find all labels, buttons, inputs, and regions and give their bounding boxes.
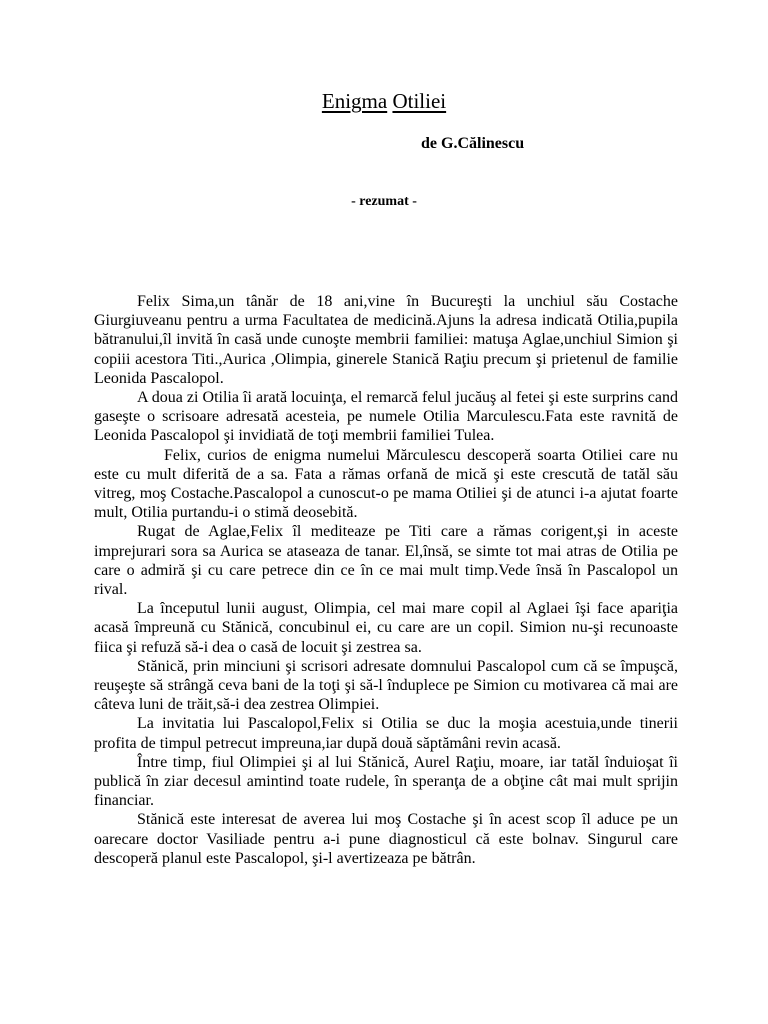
paragraph: La începutul lunii august, Olimpia, cel mai mare copil al Aglaei îşi face apariţia acasă împreună cu Stănică, concubinul ei, cu care are un copil. Simion nu-şi recunoaste fiica şi refuză să-i dea o casă de locuit şi zestrea sa. bbox=[94, 600, 678, 656]
summary-body bbox=[94, 292, 678, 868]
document-title bbox=[0, 88, 768, 114]
title-word-otiliei: Otiliei bbox=[392, 89, 447, 113]
title-word-enigma: Enigma bbox=[321, 89, 388, 113]
paragraph: La invitatia lui Pascalopol,Felix si Otilia se duc la moşia acestuia,unde tinerii profita de timpul petrecut impreuna,iar după două săptămâni revin acasă. bbox=[94, 715, 678, 752]
document-subtitle: - rezumat - bbox=[351, 194, 417, 209]
paragraph: Stănică, prin minciuni şi scrisori adresate domnului Pascalopol cum că se împuşcă, reuşeşte să strângă ceva bani de la toţi şi să-l înduplece pe Simion cu motivarea că mai are câteva luni de trăit,să-i dea zestrea Olimpiei. bbox=[94, 657, 678, 714]
document-author: de G.Călinescu bbox=[421, 135, 525, 152]
paragraph: Felix Sima,un tânăr de 18 ani,vine în Bucureşti la unchiul său Costache Giurgiuveanu pentru a urma Facultatea de medicină.Ajuns la adresa indicată Otilia,pupila bătranului,îl invită în casă unde cunoşte membrii familiei: matuşa Aglae,unchiul Simion şi copiii acestora Titi.,Aurica ,Olimpia, ginerele Stanică Raţiu precum şi prietenul de familie Leonida Pascalopol. bbox=[94, 293, 678, 387]
paragraph: A doua zi Otilia îi arată locuinţa, el remarcă felul jucăuş al fetei şi este surprins cand gaseşte o scrisoare adresată acesteia, pe numele Otilia Marculescu.Fata este ravnită de Leonida Pascalopol şi invidiată de toţi membrii familiei Tulea. bbox=[94, 389, 678, 445]
paragraph: Rugat de Aglae,Felix îl mediteaze pe Titi care a rămas corigent,şi in aceste imprejurari sora sa Aurica se ataseaza de tanar. El,însă, se simte tot mai atras de Otilia pe care o admiră şi cu care petrece din ce în ce mai mult timp.Vede însă în Pascalopol un rival. bbox=[94, 523, 678, 599]
paragraph: Stănică este interesat de averea lui moş Costache şi în acest scop îl aduce pe un oarecare doctor Vasiliade pentru a-i pune diagnosticul că este bolnav. Singurul care descoperă planul este Pascalopol, şi-l avertizeaza pe bătrân. bbox=[94, 811, 678, 867]
paragraph: Între timp, fiul Olimpiei şi al lui Stănică, Aurel Raţiu, moare, iar tatăl înduioşat îi publică în ziar decesul amintind toate rudele, în speranţa de a obţine cât mai mult sprijin financiar. bbox=[94, 753, 678, 810]
paragraph: Felix, curios de enigma numelui Mărculescu descoperă soarta Otiliei care nu este cu mult diferită de a sa. Fata a rămas orfană de mică şi este crescută de tatăl său vitreg, moş Costache.Pascalopol a cunoscut-o pe mama Otiliei şi de atunci i-a ajutat foarte mult, Otilia purtandu-i o stimă deosebită. bbox=[94, 446, 678, 522]
